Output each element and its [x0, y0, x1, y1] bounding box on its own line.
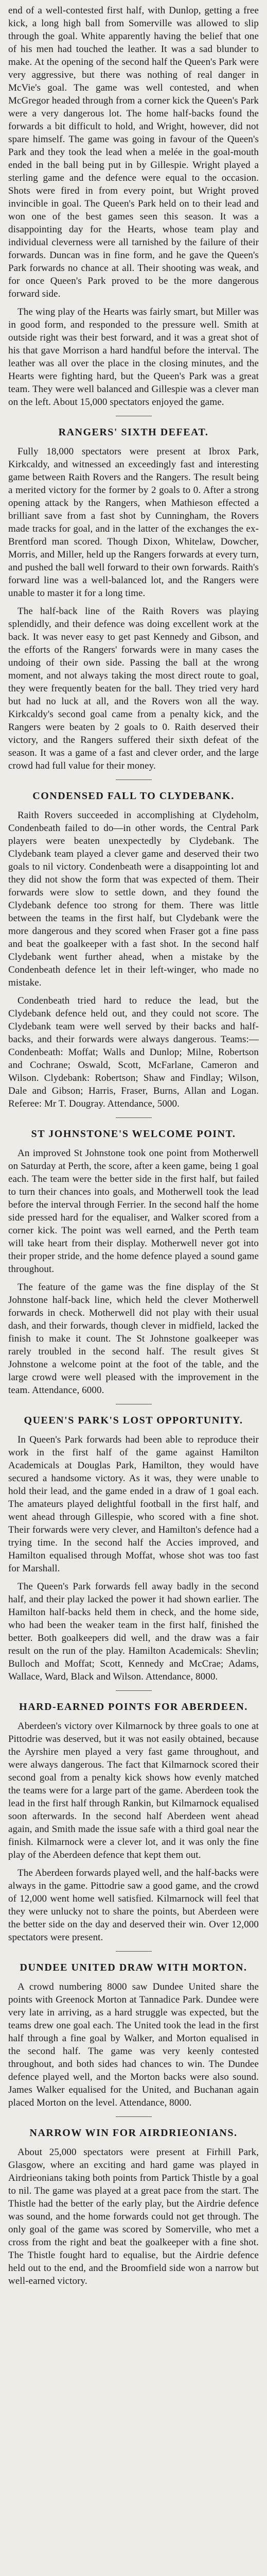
section-divider [116, 1117, 152, 1118]
article-paragraph: A crowd numbering 8000 saw Dundee United share the points with Greenock Morton at Tannadice Park. Dundee were very late in arriving, as a hard struggle was expected, but the teams drew one goal each. The United took the lead in the first half through a fine goal by Walker, and Morton equalised in the second half. The game was very keenly contested throughout, and both sides had chances to win. The Dundee defence played well, and the Morton backs were also sound. James Walker equalised for the United, and Buchanan again placed Morton on the level. Attendance, 8000. [8, 1981, 259, 2108]
article-paragraph: The wing play of the Hearts was fairly smart, but Miller was in good form, and responded to the pressure well. Smith at outside right was their best forward, and it was a great shot of his that gave Morrison a hard handful before the interval. The leather was all over the place in the closing minutes, and the Hearts were fighting hard, but the Queen's Park was a great team. They were well balanced and Gillespie was a clever man on the left. About 15,000 spectators enjoyed the game. [8, 307, 259, 408]
article-headline: ST JOHNSTONE'S WELCOME POINT. [31, 1128, 236, 1140]
article-headline: QUEEN'S PARK'S LOST OPPORTUNITY. [24, 1415, 243, 1426]
article-headline: DUNDEE UNITED DRAW WITH MORTON. [20, 1962, 247, 1973]
article-paragraph: Aberdeen's victory over Kilmarnock by three goals to one at Pittodrie was deserved, but it was not easily obtained, because the Ayrshire men played a very fast game throughout, and were always dangerous. The fact that Kilmarnock scored their second goal from a penalty kick shows how evenly matched the teams were for a large part of the game. Aberdeen took the lead in the first half through Rankin, but Kilmarnock equalised soon afterwards. In the second half Aberdeen went ahead again, and Smith made the issue safe with a third goal near the finish. Kilmarnock were a clever lot, and it was only the fine play of the Aberdeen defence that kept them out. [8, 1721, 259, 1860]
article-paragraph: The Aberdeen forwards played well, and the half-backs were always in the game. Pittodrie saw a good game, and the crowd of 12,000 went home well satisfied. Kilmarnock will feel that they were unlucky not to share the points, but Aberdeen were the better side on the day and deserved their win. Over 12,000 spectators were present. [8, 1868, 259, 1943]
article-paragraph: The Queen's Park forwards fell away badly in the second half, and their play lacked the power it had shown earlier. The Hamilton half-backs held them in check, and the home side, who had been the weaker team in the first half, finished the better. Both goalkeepers did well, and the draw was a fair result on the run of the play. Hamilton Academicals: Shevlin; Bulloch and Moffat; Scott, Kennedy and McCrae; Adams, Wallace, Ward, Black and Wilson. Attendance, 8000. [8, 1581, 259, 1682]
section-divider [116, 1690, 152, 1691]
article-paragraph: Condenbeath tried hard to reduce the lead, but the Clydebank defence held out, and they could not score. The Clydebank team were well served by their backs and half-backs, and their forwards were always dangerous. Teams:—Condenbeath: Moffat; Walls and Dunlop; Milne, Robertson and Cochrane; Oswald, Scott, McFarlane, Cameron and Wilson. Clydebank: Robertson; Shaw and Findlay; Wilson, Dale and Gibson; Harris, Fraser, Burns, Allan and Logan. Referee: Mr T. Dougray. Attendance, 5000. [8, 995, 259, 1109]
article-headline: HARD-EARNED POINTS FOR ABERDEEN. [19, 1701, 248, 1713]
article-paragraph: In Queen's Park forwards had been able to reproduce their work in the first half of the game against Hamilton Academicals at Douglas Park, Hamilton, they would have secured a handsome victory. As it was, they were unable to hold their lead, and the game ended in a draw of 1 goal each. The amateurs played delightful football in the first half, and went ahead through Gillespie, who scored with a fine shot. Their forwards were very clever, and Hamilton's defence had a trying time. In the second half the Accies improved, and Hamilton equalised through Moffat, whose shot was too fast for Marshall. [8, 1434, 259, 1574]
article-headline: NARROW WIN FOR AIRDRIEONIANS. [29, 2127, 238, 2139]
article-paragraph: The half-back line of the Raith Rovers was playing splendidly, and their defence was doing excellent work at the back. It was never easy to get past Kennedy and Gibson, and the efforts of the Rangers' forwards were in many cases the undoing of their own side. Passing the ball at the wrong moment, and not always taking the most direct route to goal, they were frequently beaten for the ball. They tried very hard but had no luck at all, and the Rovers won all the way. Kirkcaldy's second goal came from a penalty kick, and the Rangers were beaten by 2 goals to 0. Raith deserved their victory, and the Rangers suffered their sixth defeat of the season. It was a game of a fast and clever order, and the large crowd had full value for their money. [8, 606, 259, 771]
article-paragraph: About 25,000 spectators were present at Firhill Park, Glasgow, where an exciting and hard game was played in Airdrieonians taking both points from Partick Thistle by a goal to nil. The game was played at a great pace from the start. The Thistle had the better of the early play, but the Airdrie defence was sound, and the home forwards could not get through. The only goal of the game was scored by Somerville, who met a cross from the right and beat the goalkeeper with a fine shot. The Thistle fought hard to equalise, but the Airdrie defence held out to the end, and the Broomfield side won a narrow but well-earned victory. [8, 2147, 259, 2286]
article-paragraph: Raith Rovers succeeded in accomplishing at Clydeholm, Condenbeath failed to do—in other words, the Central Park players were beaten unexpectedly by Clydebank. The Clydebank team played a clever game and deserved their two goals to nil victory. Condenbeath were a disappointing lot and they did not show the form that was expected of them. Their forwards were slow to settle down, and they found the Clydebank defence too strong for them. There was little between the teams in the first half, but Clydebank were the more dangerous and they scored when Fraser got a fine pass and beat the goalkeeper with a fast shot. In the second half Clydebank went further ahead, when a mistake by the Condenbeath defence let in their left-winger, who made no mistake. [8, 810, 259, 988]
article-paragraph: Fully 18,000 spectators were present at Ibrox Park, Kirkcaldy, and witnessed an exceedingly fast and interesting game between Raith Rovers and the Rangers. The result being a merited victory for the former by 2 goals to 0. After a strong opening attack by the Rangers, when Mathieson effected a brilliant save from a fast shot by Cunningham, the Rovers made tracks for goal, and in the latter of the exchanges the ex-Brentford man scored. Though Dixon, Whitelaw, Dowcher, Morris, and Miller, held up the Rangers forwards at every turn, and pushed the ball well forward to their own forwards. Raith's forward line was a well-balanced lot, and the Rangers were unable to master it for a long time. [8, 446, 259, 599]
article-headline: CONDENSED FALL TO CLYDEBANK. [32, 790, 235, 802]
article-paragraph: end of a well-contested first half, with Dunlop, getting a free kick, a long high ball from Somerville was allowed to slip through the goal. White apparently having the belief that one of his men had touched the leather. It was a sad blunder to make. At the opening of the second half the Queen's Park were very aggressive, but there was nothing of real danger in McVie's goal. The game was well contested, and when McGregor headed through from a corner kick the Queen's Park were a very dangerous lot. The home half-backs found the forwards a bit difficult to hold, and Wright, however, did not spare himself. The game was going in favour of the Queen's Park and they took the lead when a melée in the goal-mouth ended in the ball being put in by Gillespie. Wright played a sterling game and the defence were equal to the occasion. Shots were fired in from every point, but Wright proved invincible in goal. The Queen's Park held on to their lead and won one of the best games seen this season. It was a disappointing day for the Hearts, whose team play and individual cleverness were all tarnished by the failure of their forwards. Duncan was in fine form, and he gave the Queen's Park forwards no chance at all. Their shooting was weak, and for once Queen's Park proved to be the more dangerous forward side. [8, 5, 259, 299]
section-divider [116, 1951, 152, 1952]
article-headline: RANGERS' SIXTH DEFEAT. [58, 427, 209, 438]
article-paragraph: An improved St Johnstone took one point from Motherwell on Saturday at Perth, the score, after a keen game, being 1 goal each. The team were the better side in the first half, but failed to turn their chances into goals, and Motherwell took the lead before the interval through Ferrier. In the second half the home side pressed hard for the equaliser, and Walker scored from a corner kick. The point was well earned, and the Perth team will take heart from their display. Motherwell never got into their proper stride, and the home defence played a sound game throughout. [8, 1148, 259, 1275]
section-divider [116, 779, 152, 780]
article-paragraph: The feature of the game was the fine display of the St Johnstone half-back line, which held the clever Motherwell forwards in check. Motherwell did not play with their usual dash, and their forwards, though clever in midfield, lacked the finish to make it count. The St Johnstone goalkeeper was rarely troubled in the second half. The result gives St Johnstone a welcome point at the foot of the table, and the large crowd were well pleased with the improvement in the team. Attendance, 6000. [8, 1282, 259, 1396]
section-divider [116, 2116, 152, 2117]
